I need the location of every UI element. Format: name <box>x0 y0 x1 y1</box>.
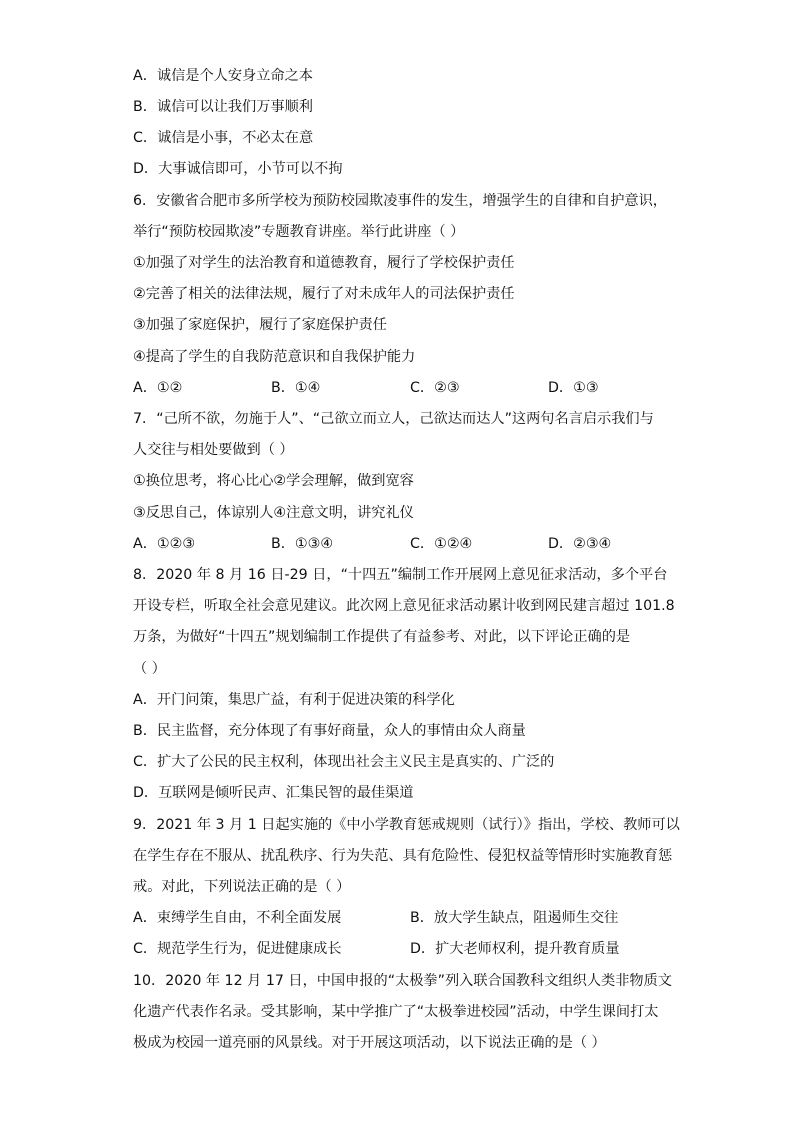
q7-option-d: D．②③④ <box>548 536 612 552</box>
q8-option-d: D．互联网是倾听民声、汇集民智的最佳渠道 <box>133 785 414 801</box>
q6-item-2: ②完善了相关的法律法规，履行了对未成年人的司法保护责任 <box>133 286 515 302</box>
q7-option-c: C．①②④ <box>410 536 473 552</box>
q6-item-1: ①加强了对学生的法治教育和道德教育，履行了学校保护责任 <box>133 255 515 271</box>
q6-stem-line-1: 6．安徽省合肥市多所学校为预防校园欺凌事件的发生，增强学生的自律和自护意识， <box>133 193 667 209</box>
q8-option-b: B．民主监督，充分体现了有事好商量，众人的事情由众人商量 <box>133 723 526 739</box>
q6-stem-line-2: 举行“预防校园欺凌”专题教育讲座。举行此讲座（ ） <box>133 224 465 240</box>
q8-stem-line-3: 万条，为做好“十四五”规划编制工作提供了有益参考、对此，以下评论正确的是 <box>133 629 631 645</box>
q9-option-a: A．束缚学生自由，不利全面发展 <box>133 910 342 926</box>
q6-option-d: D．①③ <box>548 380 599 396</box>
q9-stem-line-3: 戒。对此，下列说法正确的是（ ） <box>133 879 351 895</box>
q7-items-line-1: ①换位思考，将心比心②学会理解，做到宽容 <box>133 473 414 489</box>
q5-option-a: A．诚信是个人安身立命之本 <box>133 68 313 84</box>
q8-stem-line-1: 8．2020 年 8 月 16 日-29 日，“十四五”编制工作开展网上意见征求活动，多个平台 <box>133 567 668 583</box>
q6-item-4: ④提高了学生的自我防范意识和自我保护能力 <box>133 349 416 365</box>
q9-option-b: B．放大学生缺点，阻遏师生交往 <box>410 910 619 926</box>
q7-stem-line-1: 7．“己所不欲，勿施于人”、“己欲立而立人，己欲达而达人”这两句名言启示我们与 <box>133 411 654 427</box>
q10-stem-line-3: 极成为校园一道亮丽的风景线。对于开展这项活动，以下说法正确的是（ ） <box>133 1035 606 1051</box>
q5-option-d: D．大事诚信即可，小节可以不拘 <box>133 161 343 177</box>
q8-option-c: C．扩大了公民的民主权利，体现出社会主义民主是真实的、广泛的 <box>133 754 555 770</box>
q7-items-line-2: ③反思自己，体谅别人④注意文明，讲究礼仪 <box>133 505 414 521</box>
q8-option-a: A．开门问策，集思广益，有利于促进决策的科学化 <box>133 692 455 708</box>
q8-stem-line-2: 开设专栏，听取全社会意见建议。此次网上意见征求活动累计收到网民建言超过 101.8 <box>133 598 675 614</box>
q9-stem-line-1: 9．2021 年 3 月 1 日起实施的《中小学教育惩戒规则（试行）》指出，学校、教师可以 <box>133 817 680 833</box>
q10-stem-line-2: 化遗产代表作名录。受其影响，某中学推广了“太极拳进校园”活动，中学生课间打太 <box>133 1004 659 1020</box>
q5-option-c: C．诚信是小事，不必太在意 <box>133 130 314 146</box>
q7-option-a: A．①②③ <box>133 536 196 552</box>
q9-stem-line-2: 在学生存在不服从、扰乱秩序、行为失范、具有危险性、侵犯权益等情形时实施教育惩 <box>133 848 673 864</box>
q6-option-c: C．②③ <box>410 380 460 396</box>
q5-option-b: B．诚信可以让我们万事顺利 <box>133 99 313 115</box>
q9-option-d: D．扩大老师权利，提升教育质量 <box>410 941 620 957</box>
q8-stem-line-4: （ ） <box>133 661 166 677</box>
q10-stem-line-1: 10．2020 年 12 月 17 日，中国申报的“太极拳”列入联合国教科文组织人类非物质文 <box>133 973 672 989</box>
q6-option-a: A．①② <box>133 380 183 396</box>
q7-option-b: B．①③④ <box>271 536 334 552</box>
q6-option-b: B．①④ <box>271 380 321 396</box>
q6-item-3: ③加强了家庭保护，履行了家庭保护责任 <box>133 317 387 333</box>
q9-option-c: C．规范学生行为，促进健康成长 <box>133 941 342 957</box>
q7-stem-line-2: 人交往与相处要做到（ ） <box>133 442 294 458</box>
